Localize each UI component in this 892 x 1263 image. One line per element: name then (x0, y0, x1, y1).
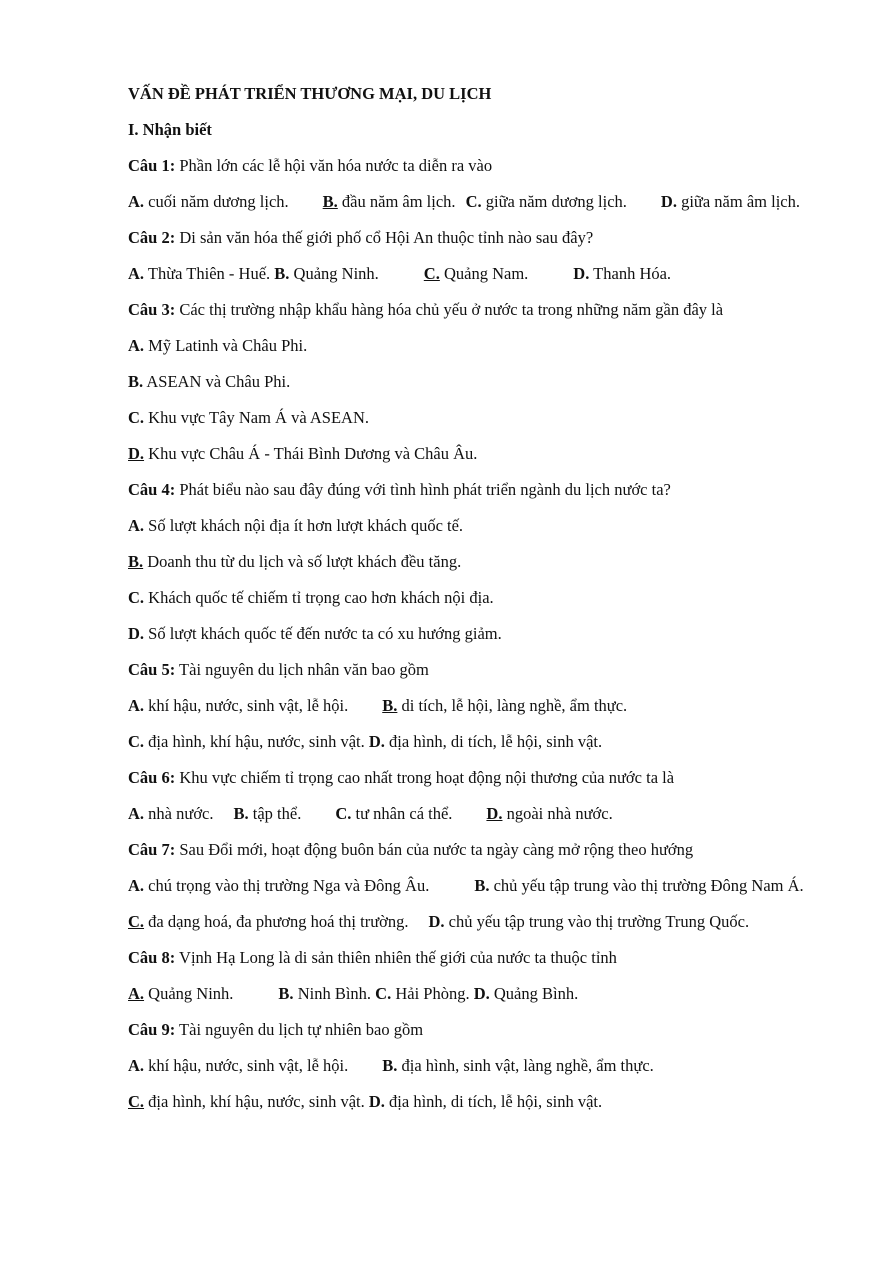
option-text: Quảng Ninh. (144, 984, 234, 1003)
option-text: đầu năm âm lịch. (337, 192, 456, 211)
question-8-options (128, 982, 818, 1006)
option-label: C. (465, 192, 482, 211)
question-3-option-a (128, 334, 818, 358)
option-label-answer: C. (423, 264, 440, 283)
question-9 (128, 1018, 818, 1042)
option-text: di tích, lễ hội, làng nghề, ẩm thực. (397, 696, 628, 715)
option-text: Ninh Bình. (293, 984, 372, 1003)
option-text: ngoài nhà nước. (502, 804, 613, 823)
option-label: A. (128, 336, 145, 355)
option-label: A. (128, 1056, 145, 1075)
question-4-option-b (128, 550, 818, 574)
option-text: khí hậu, nước, sinh vật, lễ hội. (144, 1056, 349, 1075)
question-label: Câu 6: (128, 768, 176, 787)
option-text: địa hình, khí hậu, nước, sinh vật. (144, 732, 365, 751)
question-label: Câu 9: (128, 1020, 176, 1039)
question-text: Sau Đổi mới, hoạt động buôn bán của nước ta ngày càng mở rộng theo hướng (175, 840, 694, 859)
question-3-option-c (128, 406, 818, 430)
option-label: D. (660, 192, 677, 211)
option-label: A. (128, 876, 145, 895)
option-label: C. (375, 984, 392, 1003)
option-text: giữa năm âm lịch. (676, 192, 800, 211)
question-text: Phần lớn các lễ hội văn hóa nước ta diễn ra vào (175, 156, 493, 175)
option-label: B. (278, 984, 294, 1003)
option-label-answer: C. (128, 912, 145, 931)
option-label: A. (128, 192, 145, 211)
option-label: C. (128, 408, 145, 427)
question-text: Di sản văn hóa thế giới phố cổ Hội An thuộc tỉnh nào sau đây? (175, 228, 594, 247)
option-text: địa hình, di tích, lễ hội, sinh vật. (384, 732, 603, 751)
question-label: Câu 1: (128, 156, 176, 175)
option-label: A. (128, 804, 145, 823)
option-text: chú trọng vào thị trường Nga và Đông Âu. (144, 876, 430, 895)
question-5 (128, 658, 818, 682)
question-2-options (128, 262, 818, 286)
option-label: B. (128, 372, 144, 391)
question-2 (128, 226, 818, 250)
question-label: Câu 8: (128, 948, 176, 967)
option-label: A. (128, 516, 145, 535)
question-4 (128, 478, 818, 502)
option-label: C. (128, 732, 145, 751)
option-text: tập thể. (248, 804, 302, 823)
option-label: B. (382, 1056, 398, 1075)
option-text: đa dạng hoá, đa phương hoá thị trường. (144, 912, 409, 931)
option-label-answer: C. (128, 1092, 145, 1111)
option-label: D. (368, 732, 385, 751)
question-4-option-d (128, 622, 818, 646)
document-page (128, 82, 818, 1126)
question-text: Phát biểu nào sau đây đúng với tình hình phát triển ngành du lịch nước ta? (175, 480, 671, 499)
question-3-option-d (128, 442, 818, 466)
option-text: tư nhân cá thể. (351, 804, 453, 823)
question-label: Câu 2: (128, 228, 176, 247)
option-label: B. (233, 804, 249, 823)
option-text: giữa năm dương lịch. (481, 192, 627, 211)
option-label-answer: A. (128, 984, 145, 1003)
question-text: Tài nguyên du lịch nhân văn bao gồm (175, 660, 429, 679)
option-label-answer: D. (128, 444, 145, 463)
option-label-answer: B. (382, 696, 398, 715)
question-5-options-ab (128, 694, 818, 718)
question-3-option-b (128, 370, 818, 394)
option-text: Hải Phòng. (391, 984, 470, 1003)
option-label-answer: B. (128, 552, 144, 571)
option-text: ASEAN và Châu Phi. (143, 372, 291, 391)
option-text: địa hình, di tích, lễ hội, sinh vật. (384, 1092, 603, 1111)
option-text: Doanh thu từ du lịch và số lượt khách đều tăng. (143, 552, 462, 571)
option-text: Số lượt khách quốc tế đến nước ta có xu hướng giảm. (144, 624, 502, 643)
question-9-options-cd (128, 1090, 818, 1114)
option-label: D. (128, 624, 145, 643)
section-heading: I. Nhận biết (128, 120, 212, 139)
question-3 (128, 298, 818, 322)
question-label: Câu 4: (128, 480, 176, 499)
question-7-options-cd (128, 910, 818, 934)
option-text: cuối năm dương lịch. (144, 192, 289, 211)
option-text: khí hậu, nước, sinh vật, lễ hội. (144, 696, 349, 715)
option-text: Khách quốc tế chiếm tỉ trọng cao hơn khách nội địa. (144, 588, 494, 607)
question-label: Câu 5: (128, 660, 176, 679)
question-label: Câu 7: (128, 840, 176, 859)
option-text: Số lượt khách nội địa ít hơn lượt khách quốc tế. (144, 516, 464, 535)
question-7 (128, 838, 818, 862)
option-text: chủ yếu tập trung vào thị trường Trung Quốc. (444, 912, 750, 931)
question-text: Khu vực chiếm tỉ trọng cao nhất trong hoạt động nội thương của nước ta là (175, 768, 675, 787)
option-text: địa hình, sinh vật, làng nghề, ẩm thực. (397, 1056, 654, 1075)
option-text: Mỹ Latinh và Châu Phi. (144, 336, 308, 355)
option-label-answer: B. (322, 192, 338, 211)
question-4-option-c (128, 586, 818, 610)
question-label: Câu 3: (128, 300, 176, 319)
option-text: Quảng Bình. (489, 984, 579, 1003)
question-9-options-ab (128, 1054, 818, 1078)
option-label-answer: D. (486, 804, 503, 823)
question-text: Các thị trường nhập khẩu hàng hóa chủ yếu ở nước ta trong những năm gần đây là (175, 300, 724, 319)
option-label: D. (573, 264, 590, 283)
document-title: VẤN ĐỀ PHÁT TRIỂN THƯƠNG MẠI, DU LỊCH (128, 84, 492, 103)
option-label: C. (335, 804, 352, 823)
question-8 (128, 946, 818, 970)
option-text: địa hình, khí hậu, nước, sinh vật. (144, 1092, 365, 1111)
option-text: Thanh Hóa. (589, 264, 672, 283)
question-6 (128, 766, 818, 790)
option-text: Khu vực Châu Á - Thái Bình Dương và Châu Âu. (144, 444, 478, 463)
option-text: nhà nước. (144, 804, 214, 823)
question-text: Vịnh Hạ Long là di sản thiên nhiên thế giới của nước ta thuộc tỉnh (175, 948, 617, 967)
option-label: D. (368, 1092, 385, 1111)
question-text: Tài nguyên du lịch tự nhiên bao gồm (175, 1020, 424, 1039)
option-text: Quảng Ninh. (289, 264, 379, 283)
option-label: B. (274, 264, 290, 283)
option-label: B. (474, 876, 490, 895)
option-label: C. (128, 588, 145, 607)
option-label: D. (428, 912, 445, 931)
option-label: A. (128, 696, 145, 715)
question-5-options-cd (128, 730, 818, 754)
question-1-options (128, 190, 818, 214)
option-label: D. (473, 984, 490, 1003)
option-label: A. (128, 264, 145, 283)
option-text: Thừa Thiên - Huế. (144, 264, 271, 283)
question-1 (128, 154, 818, 178)
question-6-options (128, 802, 818, 826)
option-text: Khu vực Tây Nam Á và ASEAN. (144, 408, 369, 427)
option-text: Quảng Nam. (439, 264, 529, 283)
question-7-options-ab (128, 874, 818, 898)
option-text: chủ yếu tập trung vào thị trường Đông Nam Á. (489, 876, 804, 895)
question-4-option-a (128, 514, 818, 538)
